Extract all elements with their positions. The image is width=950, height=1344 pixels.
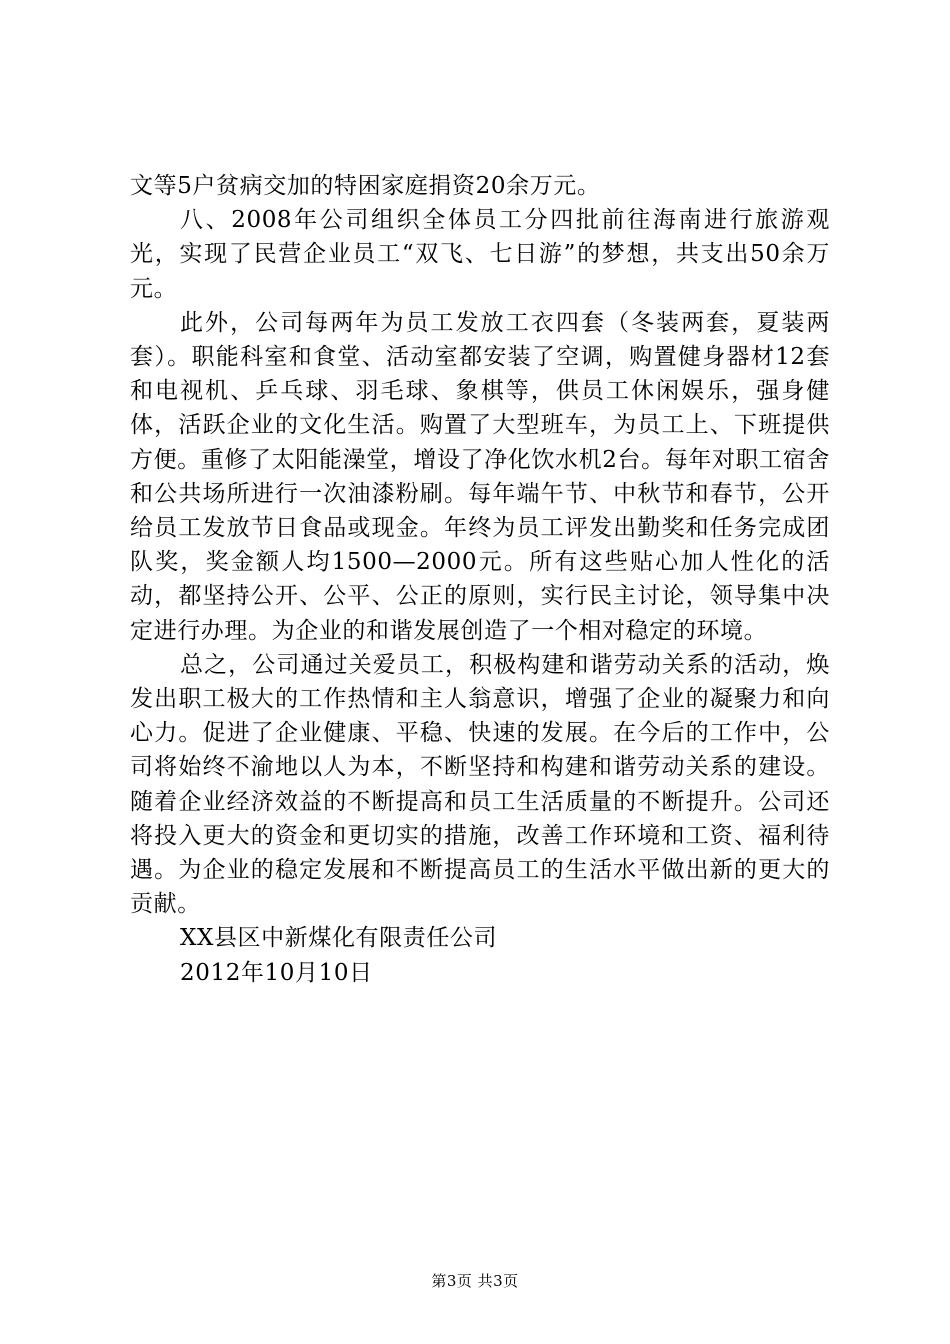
signature-date: 2012年10月10日 <box>180 959 373 986</box>
signature-company: XX县区中新煤化有限责任公司 <box>180 925 498 952</box>
paragraph-continuation: 文等5户贫病交加的特困家庭捐资20余万元。 <box>130 173 601 199</box>
page-footer <box>0 1271 950 1291</box>
paragraph-conclusion: 总之，公司通过关爱员工，积极构建和谐劳动关系的活动，焕发出职工极大的工作热情和主人翁意识，增强了企业的凝聚力和向心力。促进了企业健康、平稳、快速的发展。在今后的工作中，公司将始终不渝地以人为本，不断坚持和构建和谐劳动关系的建设。随着企业经济效益的不断提高和员工生活质量的不断提升。公司还将投入更大的资金和更切实的措施，改善工作环境和工资、福利待遇。为企业的稳定发展和不断提高员工的生活水平做出新的更大的贡献。 <box>130 651 830 918</box>
page-number-label: 第3页 共3页 <box>431 1272 519 1290</box>
paragraph-additional-benefits: 此外，公司每两年为员工发放工衣四套（冬装两套，夏装两套）。职能科室和食堂、活动室都安装了空调，购置健身器材12套和电视机、乒乓球、羽毛球、象棋等，供员工休闲娱乐，强身健体，活跃企业的文化生活。购置了大型班车，为员工上、下班提供方便。重修了太阳能澡堂，增设了净化饮水机2台。每年对职工宿舍和公共场所进行一次油漆粉刷。每年端午节、中秋节和春节，公开给员工发放节日食品或现金。年终为员工评发出勤奖和任务完成团队奖，奖金额人均1500—2000元。所有这些贴心加人性化的活动，都坚持公开、公平、公正的原则，实行民主讨论，领导集中决定进行办理。为企业的和谐发展创造了一个相对稳定的环境。 <box>130 309 830 644</box>
paragraph-item-eight: 八、2008年公司组织全体员工分四批前往海南进行旅游观光，实现了民营企业员工“双飞、七日游”的梦想，共支出50余万元。 <box>130 207 830 302</box>
document-body <box>130 169 830 990</box>
